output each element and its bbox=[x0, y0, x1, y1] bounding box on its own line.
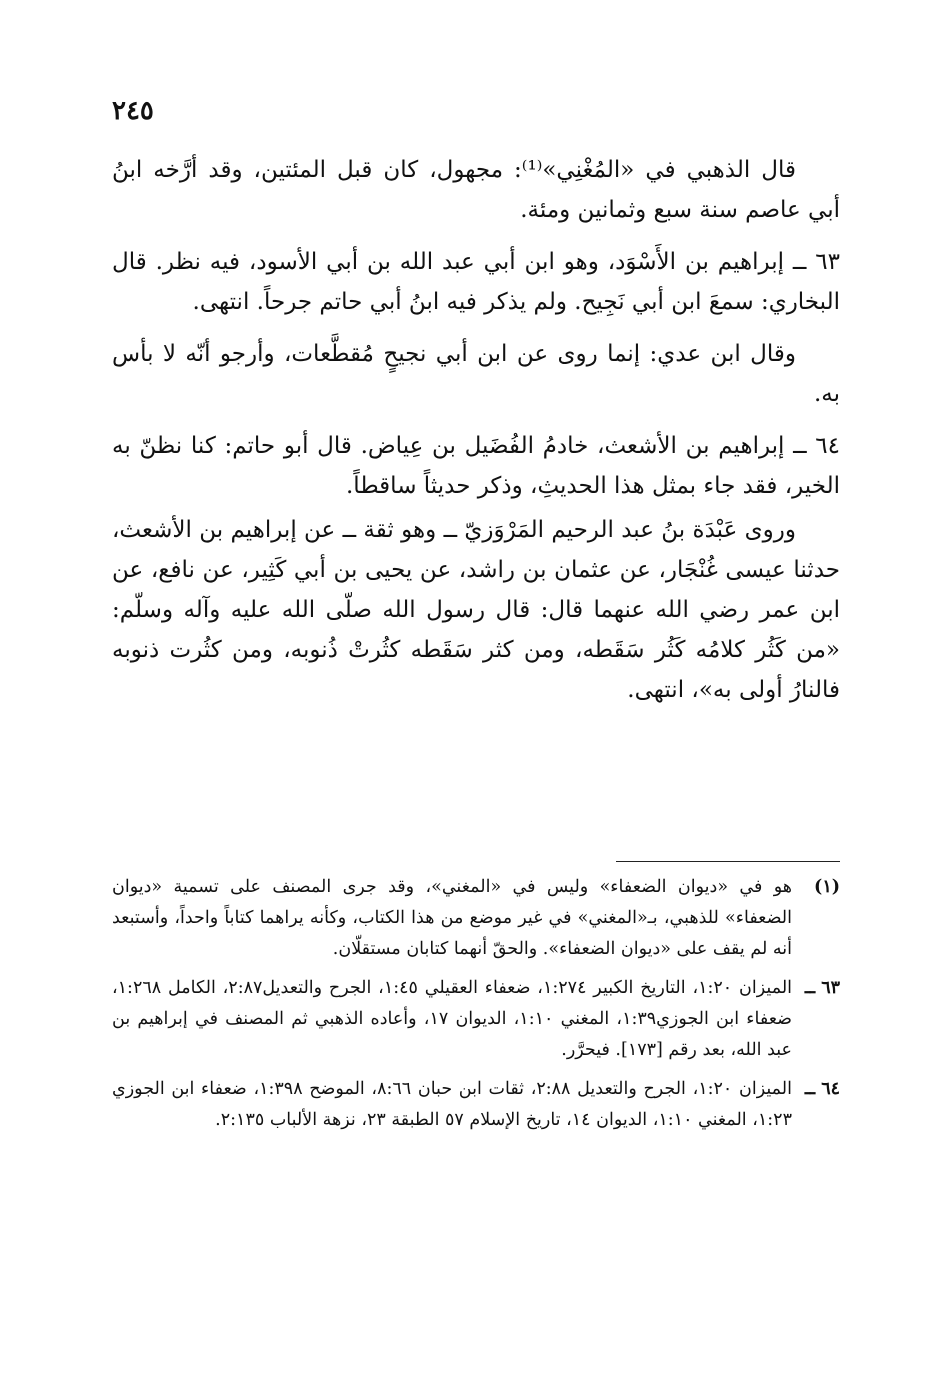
entry-63: ٦٣ ــ إبراهيم بن الأَسْوَد، وهو ابن أبي عبد الله بن أبي الأسود، فيه نظر. قال البخاري: سمعَ ابن أبي نَجِيح. ولم يذكر فيه ابنُ أبي حاتم جرحاً. انتهى. bbox=[112, 249, 840, 315]
footnotes bbox=[112, 872, 840, 1144]
paragraph-dhahabi-note: قال الذهبي في «المُغْنِي»⁽¹⁾: مجهول، كان قبل المئتين، وقد أرَّخه ابنُ أبي عاصم سنة سبع وثمانين ومئة. bbox=[112, 157, 840, 223]
footnote-text: هو في «ديوان الضعفاء» وليس في «المغني»، وقد جرى المصنف على تسمية «ديوان الضعفاء» للذهبي، بـ«المغني» في غير موضع من هذا الكتاب، وكأنه يراهما كتاباً واحداً، وأستبعد أنه لم يقف على «ديوان الضعفاء». والحقّ أنهما كتابان مستقلّان. bbox=[112, 877, 792, 959]
footnote-entry-63 bbox=[112, 973, 840, 1066]
paragraph-hadith: وروى عَبْدَة بنُ عبد الرحيم المَرْوَزيّ ــ وهو ثقة ــ عن إبراهيم بن الأشعث، حدثنا عيسى غُنْجَار، عن عثمان بن راشد، عن يحيى بن أبي كَثِير، عن نافع، عن ابن عمر رضي الله عنهما قال: قال رسول الله صلّى الله عليه وآله وسلّم: «من كَثُر كلامُه كَثُر سَقَطه، ومن كثر سَقَطه كثُرتْ ذُنوبه، ومن كثُرت ذنوبه فالنارُ أولى به»، انتهى. bbox=[112, 517, 840, 703]
footnote-marker: ٦٣ ــ bbox=[804, 978, 840, 998]
page-number: ٢٤٥ bbox=[112, 96, 154, 126]
footnote-text: الميزان ١:٢٠، الجرح والتعديل ٢:٨٨، ثقات ابن حبان ٨:٦٦، الموضح ١:٣٩٨، ضعفاء ابن الجوزي ١:٢٣، المغني ١:١٠، الديوان ١٤، تاريخ الإسلام ٥٧ الطبقة ٢٣، نزهة الألباب ٢:١٣٥. bbox=[112, 1079, 792, 1130]
footnote-entry-64 bbox=[112, 1074, 840, 1136]
entry-64: ٦٤ ــ إبراهيم بن الأشعث، خادمُ الفُضَيل بن عِياض. قال أبو حاتم: كنا نظنّ به الخير، فقد جاء بمثل هذا الحديثِ، وذكر حديثاً ساقطاً. bbox=[112, 433, 840, 499]
footnote-marker: ٦٤ ــ bbox=[804, 1079, 840, 1099]
paragraph-ibn-adi: وقال ابن عدي: إنما روى عن ابن أبي نجيحٍ مُقطَّعات، وأرجو أنّه لا بأس به. bbox=[112, 341, 840, 407]
footnote-marker: (١) bbox=[814, 877, 840, 897]
footnote-text: الميزان ١:٢٠، التاريخ الكبير ١:٢٧٤، ضعفاء العقيلي ١:٤٥، الجرح والتعديل٢:٨٧، الكامل ١:٢٦٨، ضعفاء ابن الجوزي١:٣٩، المغني ١:١٠، الديوان ١٧، وأعاده الذهبي ثم المصنف في إبراهيم بن عبد الله، بعد رقم [١٧٣]. فيحرَّر. bbox=[112, 978, 793, 1060]
main-text bbox=[112, 150, 840, 722]
footnote-separator bbox=[616, 861, 840, 862]
footnote-1 bbox=[112, 872, 840, 965]
